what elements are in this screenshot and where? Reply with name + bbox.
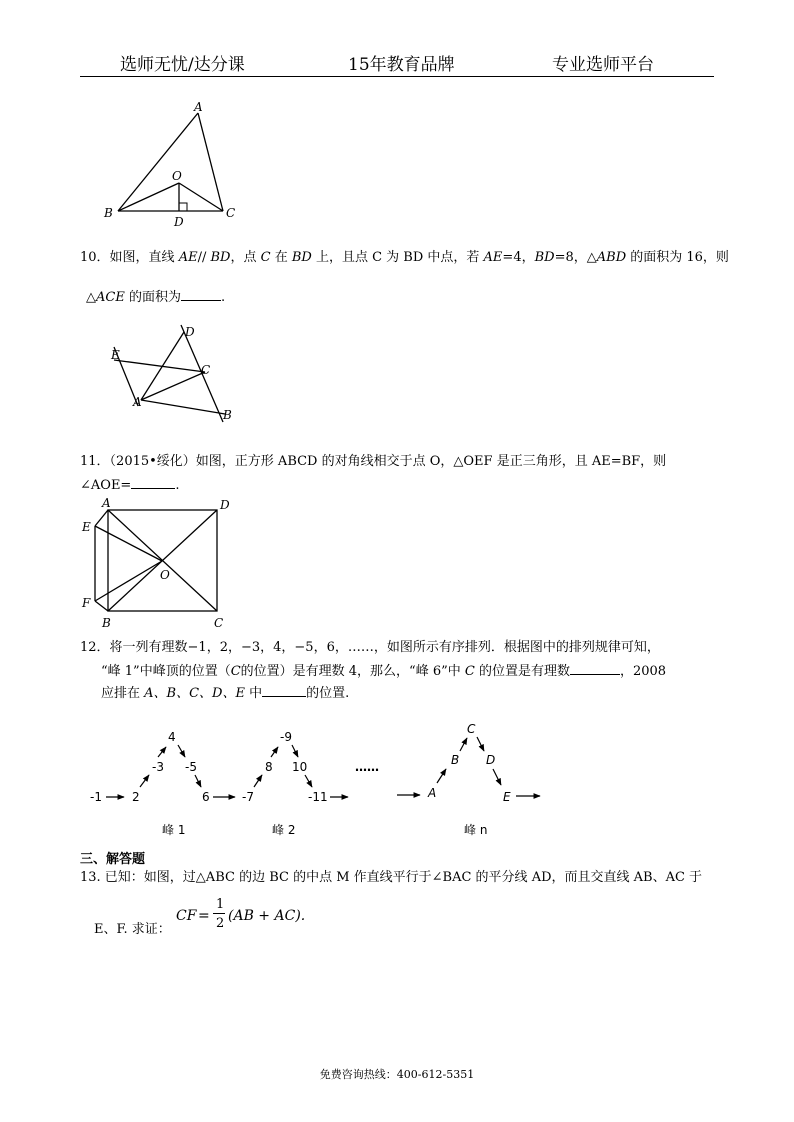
peak1-number: 2 bbox=[132, 790, 140, 804]
label-d: D bbox=[185, 325, 195, 339]
caption-peak-n: 峰 n bbox=[464, 823, 488, 837]
question-11-line1: 11．（2015•绥化）如图，正方形 ABCD 的对角线相交于点 O，△OEF 是正三角形，且 AE=BF，则 bbox=[80, 454, 667, 469]
arrow bbox=[178, 745, 185, 757]
question-12-line3: 应排在 A、B、C、D、E 中 的位置. bbox=[101, 686, 350, 701]
figure-parallel-lines bbox=[105, 322, 245, 427]
page-header bbox=[80, 48, 714, 77]
arrow bbox=[437, 769, 446, 783]
label-c: C bbox=[214, 616, 224, 630]
arrow bbox=[305, 775, 312, 787]
label-a: A bbox=[133, 395, 142, 409]
label-e: E bbox=[111, 348, 120, 362]
question-11-line2: ∠AOE= . bbox=[80, 478, 180, 493]
right-angle-mark bbox=[179, 203, 187, 211]
label-f: F bbox=[82, 596, 91, 610]
header-right: 专业选师平台 bbox=[552, 55, 654, 75]
question-12-line1: 12．将一列有理数−1，2，−3，4，−5，6，……，如图所示有序排列．根据图中的排列规律可知， bbox=[80, 640, 660, 655]
figure-peaks bbox=[0, 715, 600, 845]
peakn-letter: B bbox=[451, 753, 460, 767]
peak1-number: -1 bbox=[90, 790, 102, 804]
segment-ab bbox=[118, 113, 198, 211]
answer-blank-2[interactable] bbox=[262, 684, 306, 697]
section-heading: 三、解答题 bbox=[80, 852, 146, 867]
arrow bbox=[460, 738, 467, 751]
label-a: A bbox=[194, 100, 203, 114]
label-b: B bbox=[104, 206, 113, 220]
arrow bbox=[158, 747, 166, 757]
segment-eo bbox=[95, 526, 162, 561]
peak1-number: 6 bbox=[202, 790, 210, 804]
label-e: E bbox=[82, 520, 91, 534]
label-d: D bbox=[174, 215, 184, 229]
segment-ab bbox=[141, 400, 225, 414]
caption-peak-2: 峰 2 bbox=[272, 823, 296, 837]
figure-square-abcd bbox=[80, 495, 240, 630]
segment-ad bbox=[141, 332, 184, 400]
label-b: B bbox=[223, 408, 232, 422]
peak2-number: -9 bbox=[280, 730, 292, 744]
peak1-number: 4 bbox=[168, 730, 176, 744]
caption-peak-1: 峰 1 bbox=[162, 823, 186, 837]
answer-blank-1[interactable] bbox=[570, 662, 620, 675]
label-o: O bbox=[160, 568, 170, 582]
peak2-number: -11 bbox=[308, 790, 328, 804]
peak2-number: 10 bbox=[292, 760, 308, 774]
label-o: O bbox=[172, 169, 182, 183]
arrow bbox=[254, 775, 262, 787]
peakn-letter: D bbox=[486, 753, 496, 767]
question-13-line1: 13. 已知：如图，过△ABC 的边 BC 的中点 M 作直线平行于∠BAC 的平分线 AD，而且交直线 AB、AC 于 bbox=[80, 870, 703, 885]
answer-blank[interactable] bbox=[181, 288, 221, 301]
peak1-number: -5 bbox=[185, 760, 197, 774]
answer-blank[interactable] bbox=[131, 476, 175, 489]
segment-fo bbox=[95, 561, 162, 601]
peak2-number: -7 bbox=[242, 790, 254, 804]
arrow bbox=[195, 775, 201, 787]
label-b: B bbox=[102, 616, 111, 630]
ellipsis: …… bbox=[355, 760, 379, 774]
peakn-letter: E bbox=[503, 790, 511, 804]
peak2-number: 8 bbox=[265, 760, 273, 774]
label-d: D bbox=[220, 498, 230, 512]
segment-ac bbox=[198, 113, 223, 211]
arrow bbox=[292, 745, 298, 757]
arrow bbox=[271, 747, 278, 757]
header-left: 选师无忧/达分课 bbox=[120, 55, 245, 75]
arrow bbox=[477, 737, 484, 751]
header-center: 15年教育品牌 bbox=[348, 55, 455, 75]
peakn-letter: C bbox=[467, 722, 476, 736]
peakn-letter: A bbox=[428, 786, 437, 800]
segment-ae bbox=[95, 510, 108, 526]
question-10-line1: 10．如图，直线 AE// BD，点 C 在 BD 上，且点 C 为 BD 中点，若 AE=4，BD=8，△ABD 的面积为 16，则 bbox=[80, 250, 729, 265]
label-c: C bbox=[226, 206, 236, 220]
question-12-line2: “峰 1”中峰顶的位置（C的位置）是有理数 4，那么，“峰 6”中 C 的位置是有理数 ，2008 bbox=[101, 664, 667, 679]
footer-hotline: 免费咨询热线：400-612-5351 bbox=[319, 1068, 475, 1081]
peak1-number: -3 bbox=[152, 760, 164, 774]
arrow bbox=[493, 769, 501, 785]
label-a: A bbox=[102, 496, 111, 510]
figure-triangle-abc bbox=[100, 100, 250, 230]
question-10-line2: △ACE 的面积为 . bbox=[86, 290, 226, 305]
segment-fb bbox=[95, 601, 108, 611]
question-13-line2: E、F. 求证： bbox=[94, 922, 171, 937]
segment-ob bbox=[118, 183, 179, 211]
arrow bbox=[140, 775, 149, 787]
label-c: C bbox=[201, 363, 211, 377]
